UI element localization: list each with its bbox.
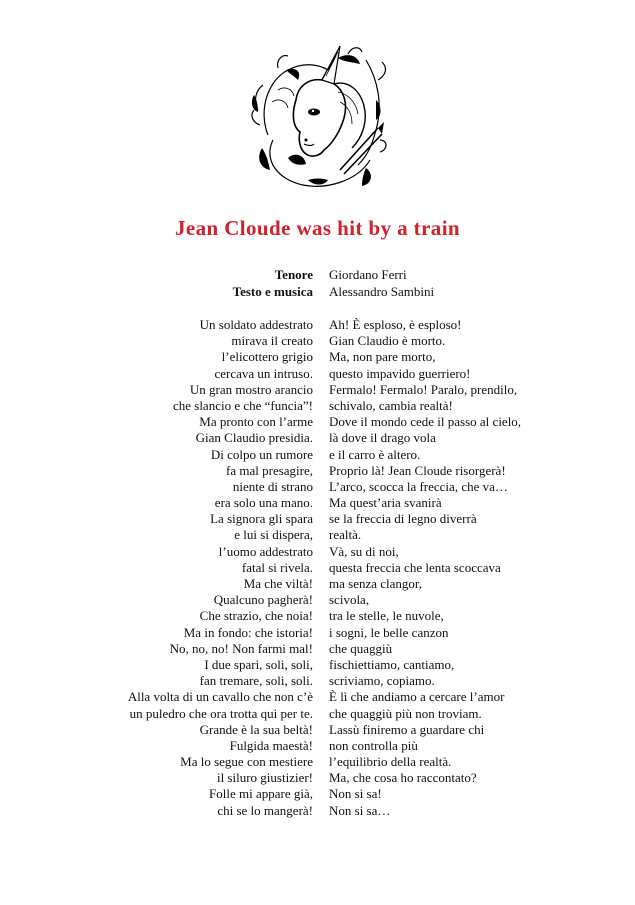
lyric-line: niente di strano <box>232 478 313 494</box>
lyric-line: Dove il mondo cede il passo al cielo, <box>329 414 522 430</box>
lyric-line: l’elicottero grigio <box>221 349 313 365</box>
lyric-line: mirava il creato <box>231 333 313 349</box>
credit-label: Testo e musica <box>232 283 313 299</box>
lyric-line: Ah! È esploso, è esploso! <box>329 317 462 332</box>
lyric-line: non controlla più <box>329 737 418 753</box>
lyric-line: il siluro giustizier! <box>216 770 313 786</box>
lyric-line: fa mal presagire, <box>226 462 313 478</box>
lyric-line: Ma, che cosa ho raccontato? <box>329 770 477 786</box>
lyric-line: L’arco, scocca la freccia, che va… <box>329 478 508 494</box>
lyric-line: Ma lo segue con mestiere <box>180 754 313 770</box>
lyric-line: fan tremare, soli, soli. <box>199 673 313 689</box>
lyric-line: l’uomo addestrato <box>218 543 313 559</box>
lyric-line: La signora gli spara <box>210 511 313 527</box>
lyric-line: Un soldato addestrato <box>199 317 313 332</box>
lyric-line: fischiettiamo, cantiamo, <box>329 656 455 672</box>
lyric-line: che quaggiù più non troviam. <box>329 705 482 721</box>
lyric-line: Ma, non pare morto, <box>329 349 436 365</box>
lyric-line: Folle mi appare già, <box>209 786 313 802</box>
credit-row-tenore <box>0 267 635 284</box>
lyric-line: cercava un intruso. <box>214 365 313 381</box>
credit-value: Alessandro Sambini <box>329 283 435 299</box>
credit-row-testo-e-musica <box>0 284 635 301</box>
lyric-line: fatal si rivela. <box>241 559 313 575</box>
lyric-line: Di colpo un rumore <box>210 446 313 462</box>
lyric-line: Alla volta di un cavallo che non c’è <box>127 689 313 705</box>
lyric-line: e lui si dispera, <box>234 527 313 543</box>
song-title: Jean Cloude was hit by a train <box>174 216 461 240</box>
lyric-line: scriviamo, copiamo. <box>329 673 435 689</box>
lyrics-left-column <box>83 317 313 819</box>
lyric-line: l’equilibrio della realtà. <box>329 754 452 770</box>
lyric-line: Ma che viltà! <box>243 576 313 591</box>
lyric-line: questo impavido guerriero! <box>329 365 471 381</box>
lyric-line: un puledro che ora trotta qui per te. <box>129 705 313 721</box>
lyric-line: Grande è la sua beltà! <box>199 721 313 737</box>
lyric-line: era solo una mano. <box>214 495 313 511</box>
lyric-line: Ma pronto con l’arme <box>199 414 313 430</box>
lyric-line: Và, su di noi, <box>329 543 399 559</box>
lyric-line: e il carro è altero. <box>329 446 421 462</box>
lyric-line: Che strazio, che noia! <box>199 608 313 624</box>
credits-block <box>0 267 635 300</box>
lyrics-right-column <box>329 317 559 819</box>
lyric-line: che slancio e che “funcia”! <box>172 397 313 413</box>
lyric-line: Non si sa! <box>329 786 382 802</box>
lyric-line: se la freccia di legno diverrà <box>329 511 477 527</box>
lyric-line: Ma in fondo: che istoria! <box>183 624 313 640</box>
lyric-line: Non si sa… <box>329 802 391 818</box>
lyric-line: Gian Claudio è morto. <box>329 333 446 349</box>
lyric-line: È lì che andiamo a cercare l’amor <box>329 689 505 705</box>
lyric-line: Fulgida maestà! <box>229 737 313 753</box>
lyric-line: Lassù finiremo a guardare chi <box>329 721 485 737</box>
lyric-line: scivola, <box>329 592 370 608</box>
credit-value: Giordano Ferri <box>329 267 407 282</box>
lyric-line: No, no, no! Non farmi mal! <box>169 640 313 656</box>
lyric-line: chi se lo mangerà! <box>217 802 313 818</box>
lyric-line: ma senza clangor, <box>329 576 422 591</box>
lyric-line: tra le stelle, le nuvole, <box>329 608 444 624</box>
unicorn-engraving-icon <box>248 40 388 195</box>
lyric-line: Un gran mostro arancio <box>189 381 313 397</box>
lyric-line: Qualcuno pagherà! <box>213 592 313 608</box>
lyric-line: Ma quest’aria svanirà <box>329 495 442 511</box>
lyric-line: Gian Claudio presidia. <box>195 430 313 446</box>
lyric-line: questa freccia che lenta scoccava <box>329 559 501 575</box>
lyric-line: là dove il drago vola <box>329 430 436 446</box>
lyric-line: schivalo, cambia realtà! <box>329 397 453 413</box>
lyric-line: Fermalo! Fermalo! Paralo, prendilo, <box>329 381 518 397</box>
lyric-line: che quaggiù <box>329 640 393 656</box>
lyric-line: I due spari, soli, soli, <box>204 656 313 672</box>
credit-label: Tenore <box>274 267 313 282</box>
lyric-line: i sogni, le belle canzon <box>329 624 449 640</box>
lyric-line: Proprio là! Jean Cloude risorgerà! <box>329 462 506 478</box>
lyric-line: realtà. <box>329 527 362 543</box>
